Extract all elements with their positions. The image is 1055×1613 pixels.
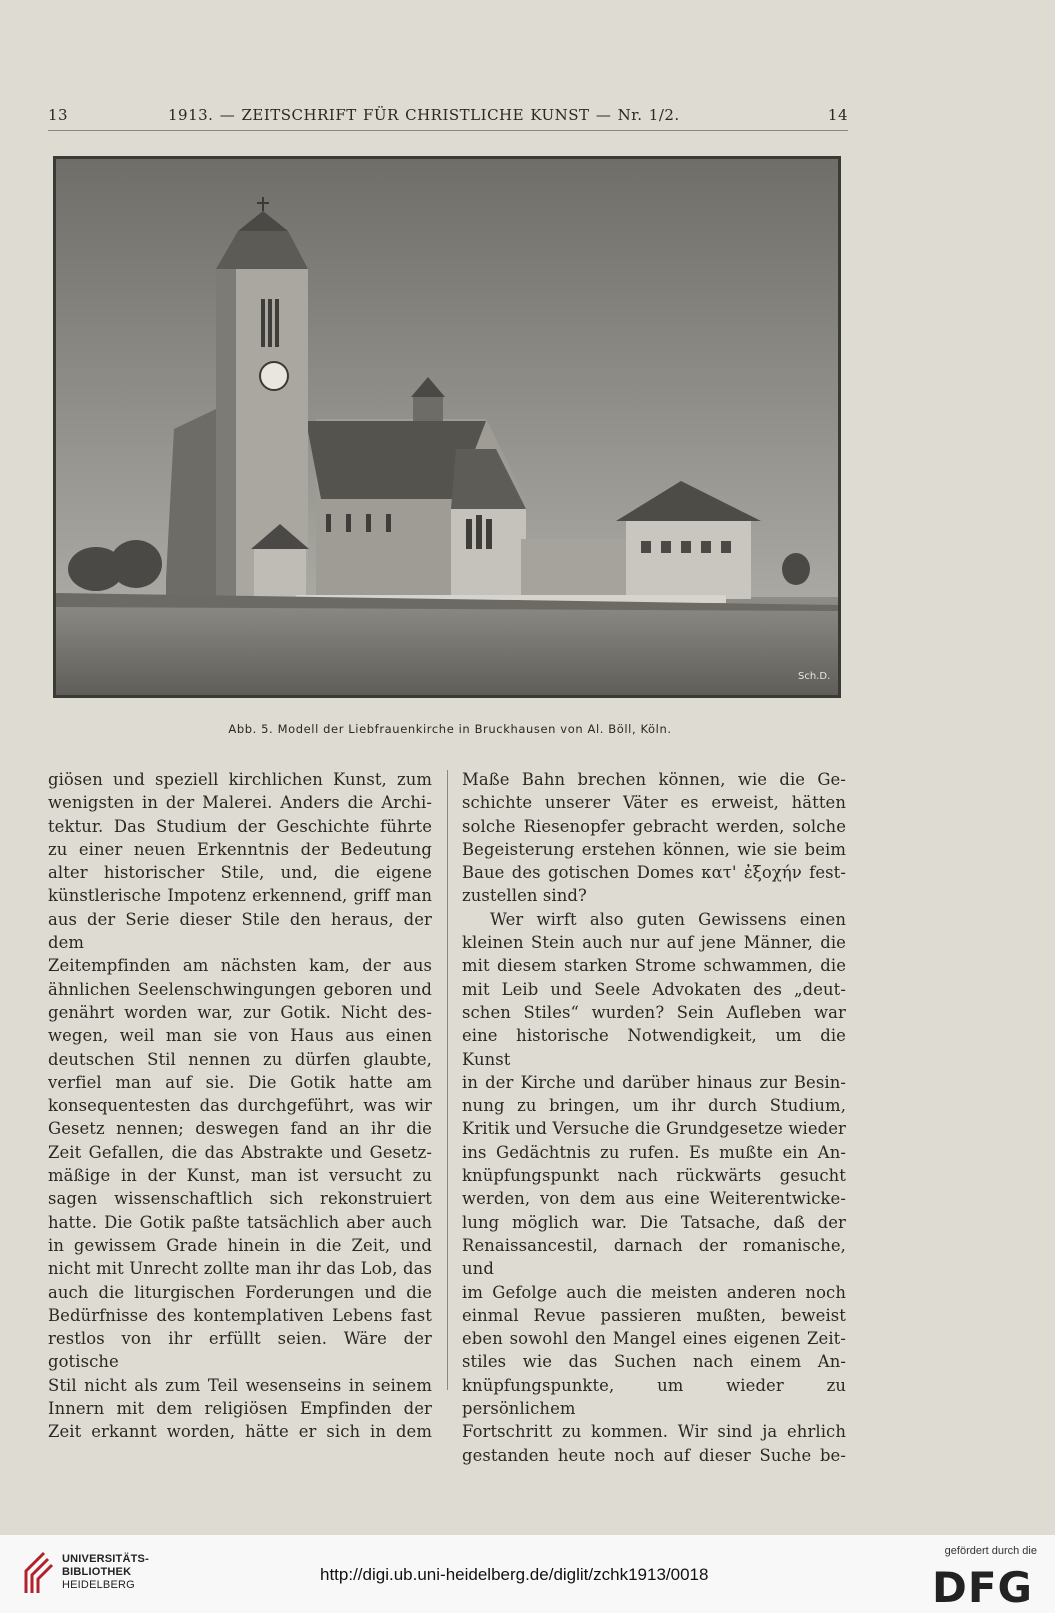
text-line: ins Gedächtnis zu rufen. Es mußte ein An- bbox=[462, 1142, 846, 1162]
text-line: in gewissem Grade hinein in die Zeit, und bbox=[48, 1235, 432, 1255]
text-line: Renaissancestil, darnach der romanische, und bbox=[462, 1235, 846, 1279]
text-line: gestanden heute noch auf dieser Suche be- bbox=[462, 1445, 846, 1465]
text-line: Kritik und Versuche die Grundgesetze wieder bbox=[462, 1119, 846, 1139]
text-line: Zeit Gefallen, die das Abstrakte und Gesetz- bbox=[48, 1142, 432, 1162]
text-line: deutschen Stil nennen zu dürfen glaubte, bbox=[48, 1049, 432, 1069]
text-line: auch die liturgischen Forderungen und die bbox=[48, 1282, 432, 1302]
page-number-right: 14 bbox=[827, 106, 848, 124]
library-line-1: UNIVERSITÄTS- bbox=[62, 1553, 149, 1565]
text-line: verfiel man auf sie. Die Gotik hatte am bbox=[48, 1072, 432, 1092]
text-line: im Gefolge auch die meisten anderen noch bbox=[462, 1282, 846, 1302]
text-line: Baue des gotischen Domes κατ' ἐξοχήν fest- bbox=[462, 863, 846, 883]
funded-by-label: gefördert durch die bbox=[944, 1545, 1037, 1557]
text-line: mäßige in der Kunst, man ist versucht zu bbox=[48, 1166, 432, 1186]
figure-caption: Abb. 5. Modell der Liebfrauenkirche in Bruckhausen von Al. Böll, Köln. bbox=[228, 722, 672, 736]
text-line: tektur. Das Studium der Geschichte führte bbox=[48, 816, 432, 836]
text-line: mit diesem starken Strome schwammen, die bbox=[462, 956, 846, 976]
text-line: Gesetz nennen; deswegen fand an ihr die bbox=[48, 1119, 432, 1139]
text-line: zustellen sind? bbox=[462, 886, 587, 906]
page-number-left: 13 bbox=[48, 106, 69, 124]
digitization-footer bbox=[0, 1535, 1055, 1613]
journal-title: 1913. — ZEITSCHRIFT FÜR CHRISTLICHE KUNST — Nr. 1/2. bbox=[168, 106, 680, 124]
left-column bbox=[48, 768, 432, 1444]
text-line: Wer wirft also guten Gewissens einen bbox=[490, 909, 846, 929]
text-line: Zeitempfinden am nächsten kam, der aus bbox=[48, 956, 432, 976]
text-line: genährt worden war, zur Gotik. Nicht des- bbox=[48, 1002, 432, 1022]
library-name bbox=[62, 1553, 149, 1592]
text-line: schichte unserer Väter es erweist, hätten bbox=[462, 793, 846, 813]
column-divider bbox=[447, 770, 448, 1390]
running-header bbox=[48, 106, 848, 128]
text-line: zu einer neuen Erkenntnis der Bedeutung bbox=[48, 839, 432, 859]
text-line: lung möglich war. Die Tatsache, daß der bbox=[462, 1212, 846, 1232]
photo-signature: Sch.D. bbox=[798, 671, 831, 682]
text-line: Zeit erkannt worden, hätte er sich in dem bbox=[48, 1422, 432, 1442]
right-column bbox=[462, 768, 846, 1467]
text-line: Begeisterung erstehen können, wie sie beim bbox=[462, 839, 846, 859]
church-model-illustration bbox=[56, 159, 838, 695]
text-line: sagen wissenschaftlich sich rekonstruiert bbox=[48, 1189, 432, 1209]
text-line: giösen und speziell kirchlichen Kunst, zum bbox=[48, 770, 432, 789]
text-line: wenigsten in der Malerei. Anders die Archi- bbox=[48, 793, 432, 813]
text-line: in der Kirche und darüber hinaus zur Besin- bbox=[462, 1072, 846, 1092]
text-line: nung zu bringen, um ihr durch Studium, bbox=[462, 1096, 846, 1116]
text-line: mit Leib und Seele Advokaten des „deut- bbox=[462, 979, 846, 999]
text-line: restlos von ihr erfüllt seien. Wäre der gotische bbox=[48, 1329, 432, 1372]
text-line: kleinen Stein auch nur auf jene Männer, die bbox=[462, 933, 846, 953]
text-line: knüpfungspunkte, um wieder zu persönlichem bbox=[462, 1375, 846, 1419]
library-line-3: HEIDELBERG bbox=[62, 1579, 135, 1591]
text-line: solche Riesenopfer gebracht werden, solche bbox=[462, 816, 846, 836]
text-line: hatte. Die Gotik paßte tatsächlich aber auch bbox=[48, 1212, 432, 1232]
text-line: eben sowohl den Mangel eines eigenen Zeit- bbox=[462, 1329, 846, 1349]
text-line: alter historischer Stile, und, die eigene bbox=[48, 863, 432, 883]
text-line: wegen, weil man sie von Haus aus einen bbox=[48, 1026, 432, 1046]
text-line: Bedürfnisse des kontemplativen Lebens fast bbox=[48, 1305, 432, 1325]
text-line: künstlerische Impotenz erkennend, griff man bbox=[48, 886, 432, 906]
library-line-2: BIBLIOTHEK bbox=[62, 1566, 132, 1578]
text-line: ähnlichen Seelenschwingungen geboren und bbox=[48, 979, 432, 999]
text-line: Maße Bahn brechen können, wie die Ge- bbox=[462, 770, 846, 789]
church-model-photo bbox=[53, 156, 841, 698]
text-line: Innern mit dem religiösen Empfinden der bbox=[48, 1399, 432, 1419]
text-line: eine historische Notwendigkeit, um die Kunst bbox=[462, 1026, 846, 1069]
text-line: Fortschritt zu kommen. Wir sind ja ehrlich bbox=[462, 1422, 846, 1442]
text-line: konsequentesten das durchgeführt, was wir bbox=[48, 1096, 432, 1116]
university-library-logo-icon bbox=[22, 1549, 62, 1597]
header-rule bbox=[48, 130, 848, 131]
text-line: Stil nicht als zum Teil wesenseins in seinem bbox=[48, 1375, 432, 1395]
text-line: werden, von dem aus eine Weiterentwicke- bbox=[462, 1189, 846, 1209]
text-line: aus der Serie dieser Stile den heraus, der dem bbox=[48, 909, 432, 953]
text-line: schen Stiles“ wurden? Sein Aufleben war bbox=[462, 1002, 846, 1022]
text-line: nicht mit Unrecht zollte man ihr das Lob, das bbox=[48, 1259, 432, 1279]
text-line: einmal Revue passieren mußten, beweist bbox=[462, 1305, 846, 1325]
permalink-url[interactable]: http://digi.ub.uni-heidelberg.de/diglit/zchk1913/0018 bbox=[320, 1565, 709, 1584]
text-line: knüpfungspunkt nach rückwärts gesucht bbox=[462, 1166, 846, 1186]
dfg-logo: DFG bbox=[931, 1563, 1033, 1612]
text-line: stiles wie das Suchen nach einem An- bbox=[462, 1352, 846, 1372]
